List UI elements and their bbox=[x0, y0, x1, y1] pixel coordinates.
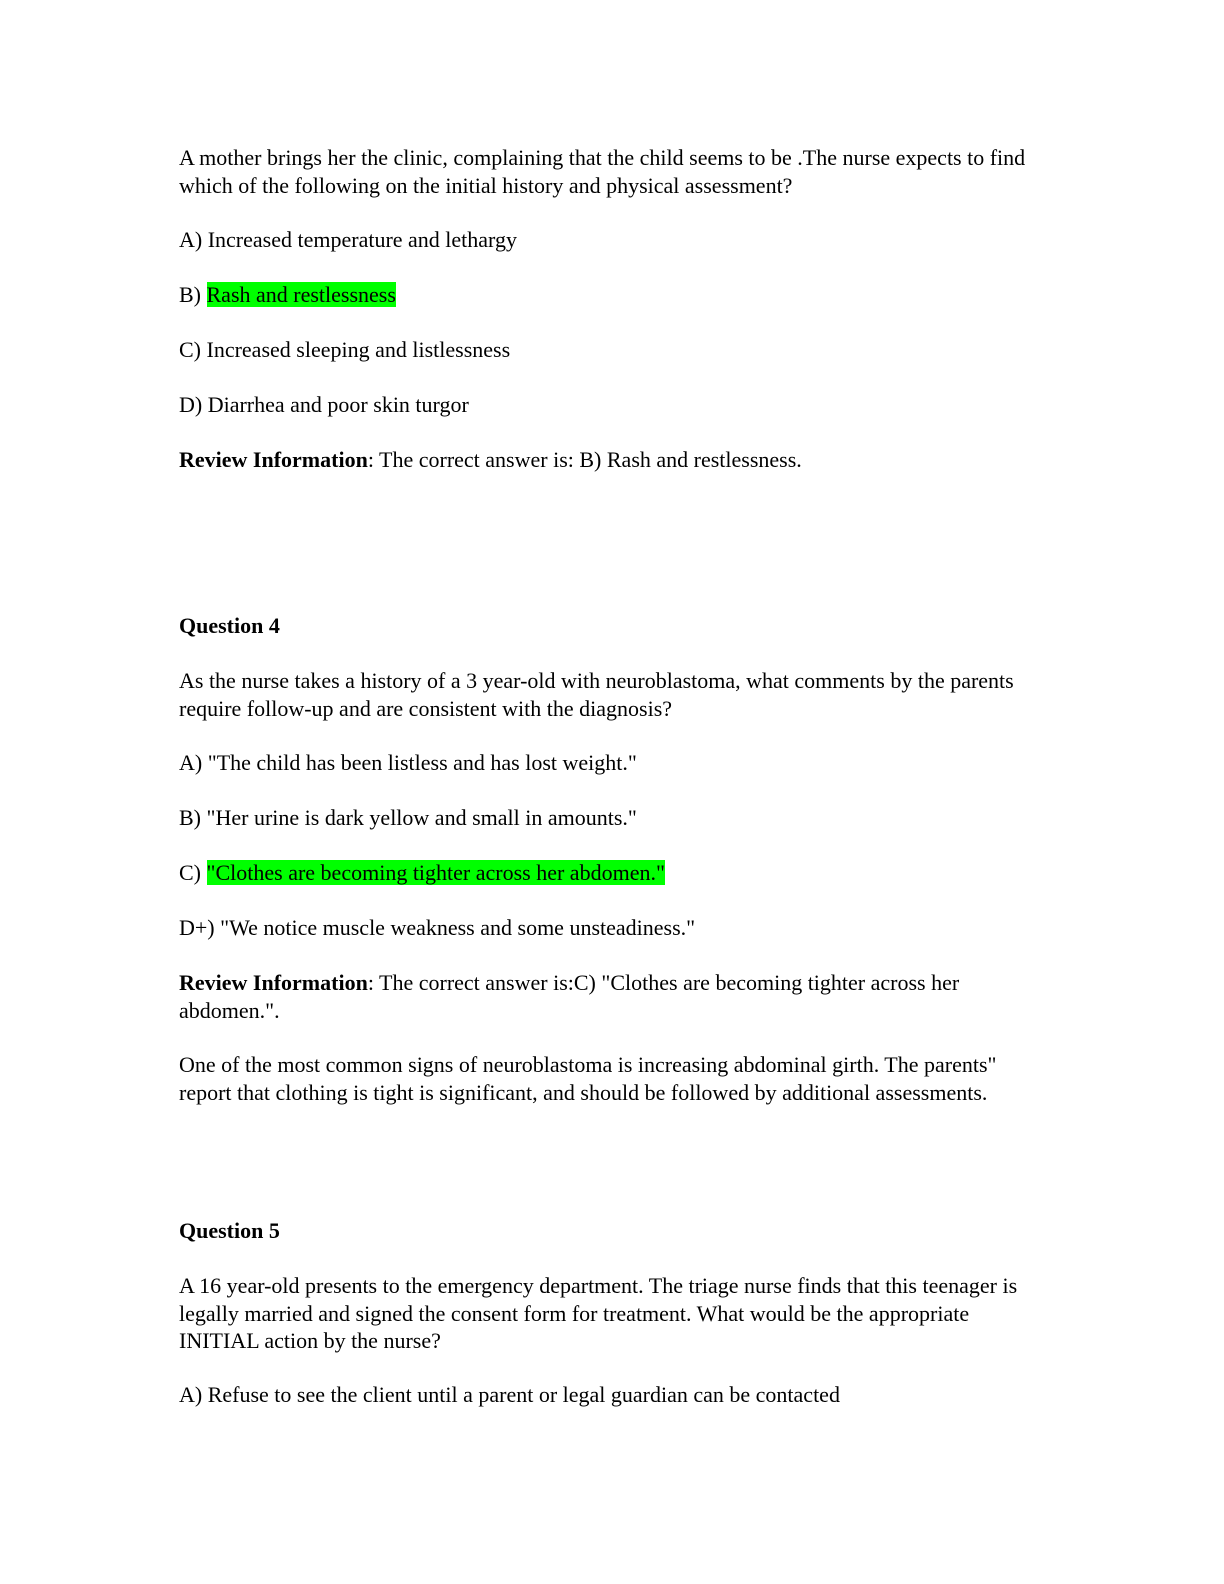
q3-option-d bbox=[179, 391, 1049, 419]
q3-stem: A mother brings her the clinic, complaining that the child seems to be .The nurse expects to find which of the following on the initial history and physical assessment? bbox=[179, 145, 1026, 198]
q4-heading: Question 4 bbox=[179, 613, 280, 638]
q5-heading: Question 5 bbox=[179, 1218, 280, 1243]
q4-explanation: One of the most common signs of neuroblastoma is increasing abdominal girth. The parents" report that clothing is tight is significant, and should be followed by additional assessments. bbox=[179, 1052, 997, 1105]
option-letter: A) bbox=[179, 227, 203, 252]
q4-stem: As the nurse takes a history of a 3 year-old with neuroblastoma, what comments by the parents require follow-up and are consistent with the diagnosis? bbox=[179, 668, 1014, 721]
q5-option-a bbox=[179, 1381, 1049, 1409]
q4-option-a bbox=[179, 749, 1049, 777]
option-letter: A) bbox=[179, 750, 203, 775]
option-letter: D) bbox=[179, 392, 203, 417]
review-text: : The correct answer is: B) Rash and restlessness. bbox=[367, 447, 802, 472]
option-letter: B) bbox=[179, 805, 201, 830]
option-text: "The child has been listless and has lost weight." bbox=[207, 750, 637, 775]
option-text: Increased temperature and lethargy bbox=[207, 227, 517, 252]
q3-option-c bbox=[179, 336, 1049, 364]
q3-option-b bbox=[179, 281, 1049, 309]
option-letter: C) bbox=[179, 337, 201, 362]
option-text: Increased sleeping and listlessness bbox=[206, 337, 511, 362]
option-text: "Her urine is dark yellow and small in amounts." bbox=[206, 805, 637, 830]
review-label: Review Information bbox=[179, 447, 368, 472]
option-text-highlighted: "Clothes are becoming tighter across her abdomen." bbox=[206, 860, 665, 885]
review-label: Review Information bbox=[179, 970, 368, 995]
option-letter: B) bbox=[179, 282, 201, 307]
review-text: : The correct answer is:C) "Clothes are becoming tighter across her abdomen.". bbox=[179, 970, 960, 1023]
q4-option-d bbox=[179, 914, 1049, 942]
q3-option-a bbox=[179, 226, 1049, 254]
option-letter: C) bbox=[179, 860, 201, 885]
option-letter: A) bbox=[179, 1382, 203, 1407]
option-text: Diarrhea and poor skin turgor bbox=[207, 392, 469, 417]
option-letter: D+) bbox=[179, 915, 215, 940]
q5-stem: A 16 year-old presents to the emergency department. The triage nurse finds that this teenager is legally married and signed the consent form for treatment. What would be the appropriate INITIAL action by the nurse? bbox=[179, 1273, 1018, 1353]
option-text: Refuse to see the client until a parent or legal guardian can be contacted bbox=[207, 1382, 840, 1407]
q4-option-b bbox=[179, 804, 1049, 832]
option-text: "We notice muscle weakness and some unsteadiness." bbox=[220, 915, 696, 940]
q4-option-c bbox=[179, 859, 1049, 887]
q4-review bbox=[179, 969, 1049, 1024]
q3-review bbox=[179, 446, 1049, 474]
option-text-highlighted: Rash and restlessness bbox=[206, 282, 396, 307]
